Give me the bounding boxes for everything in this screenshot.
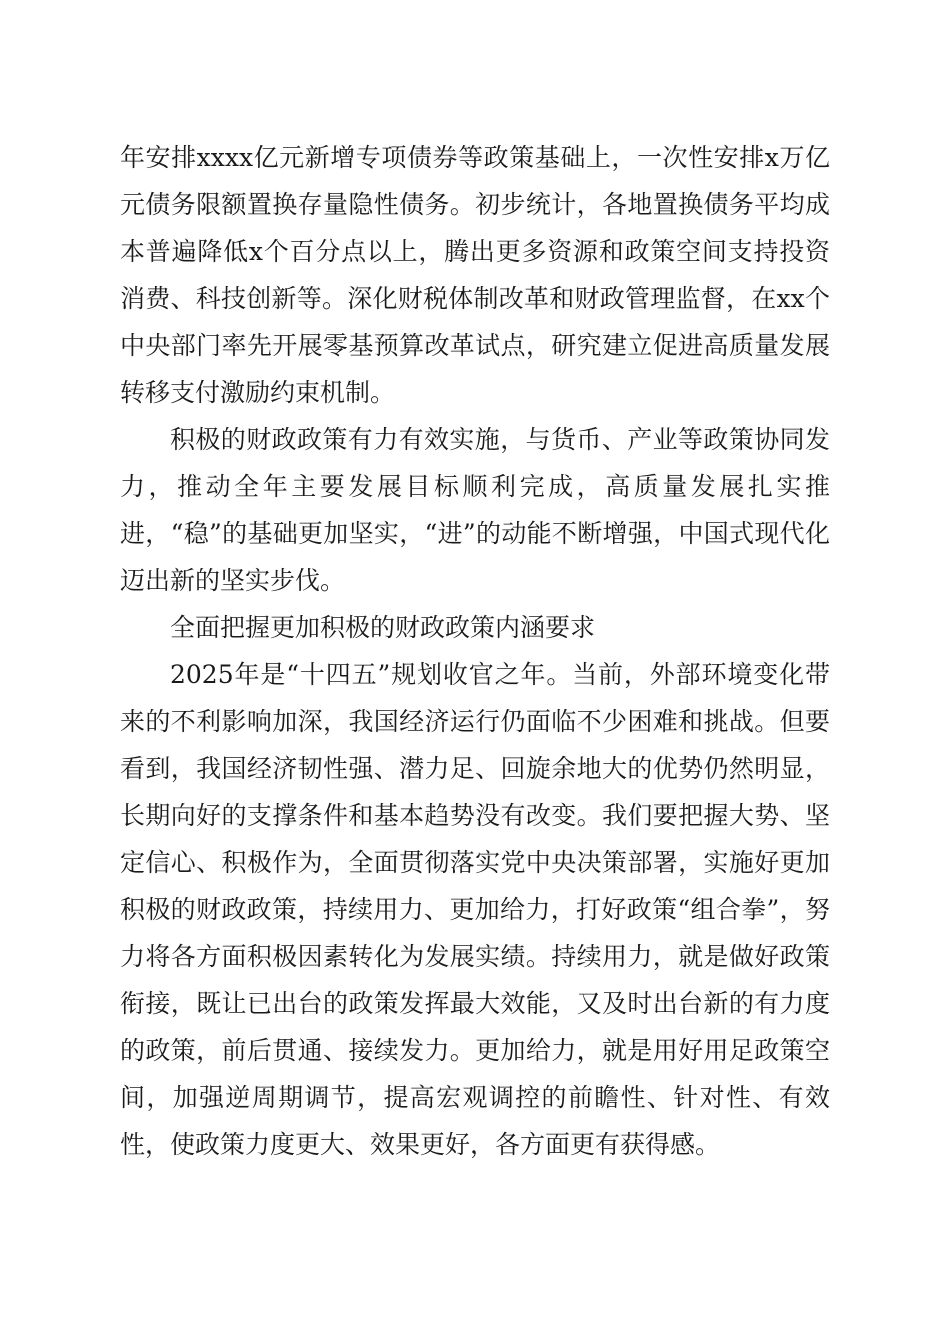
paragraph-fiscal-policy-results: 积极的财政政策有力有效实施，与货币、产业等政策协同发力，推动全年主要发展目标顺利完成，高质量发展扎实推进，“稳”的基础更加坚实，“进”的动能不断增强，中国式现代化迈出新的坚实步伐。 [120,425,830,595]
document-body [120,134,830,1168]
section-heading: 全面把握更加积极的财政政策内涵要求 [170,613,596,642]
paragraph-2025-outlook: 2025年是“十四五”规划收官之年。当前，外部环境变化带来的不利影响加深，我国经济运行仍面临不少困难和挑战。但要看到，我国经济韧性强、潜力足、回旋余地大的优势仍然明显，长期向好的支撑条件和基本趋势没有改变。我们要把握大势、坚定信心、积极作为，全面贯彻落实党中央决策部署，实施好更加积极的财政政策，持续用力、更加给力，打好政策“组合拳”，努力将各方面积极因素转化为发展实绩。持续用力，就是做好政策衔接，既让已出台的政策发挥最大效能，又及时出台新的有力度的政策，前后贯通、接续发力。更加给力，就是用好用足政策空间，加强逆周期调节，提高宏观调控的前瞻性、针对性、有效性，使政策力度更大、效果更好，各方面更有获得感。 [120,660,830,1159]
paragraph-continuation: 年安排xxxx亿元新增专项债券等政策基础上，一次性安排x万亿元债务限额置换存量隐性债务。初步统计，各地置换债务平均成本普遍降低x个百分点以上，腾出更多资源和政策空间支持投资消费、科技创新等。深化财税体制改革和财政管理监督，在xx个中央部门率先开展零基预算改革试点，研究建立促进高质量发展转移支付激励约束机制。 [120,143,830,407]
